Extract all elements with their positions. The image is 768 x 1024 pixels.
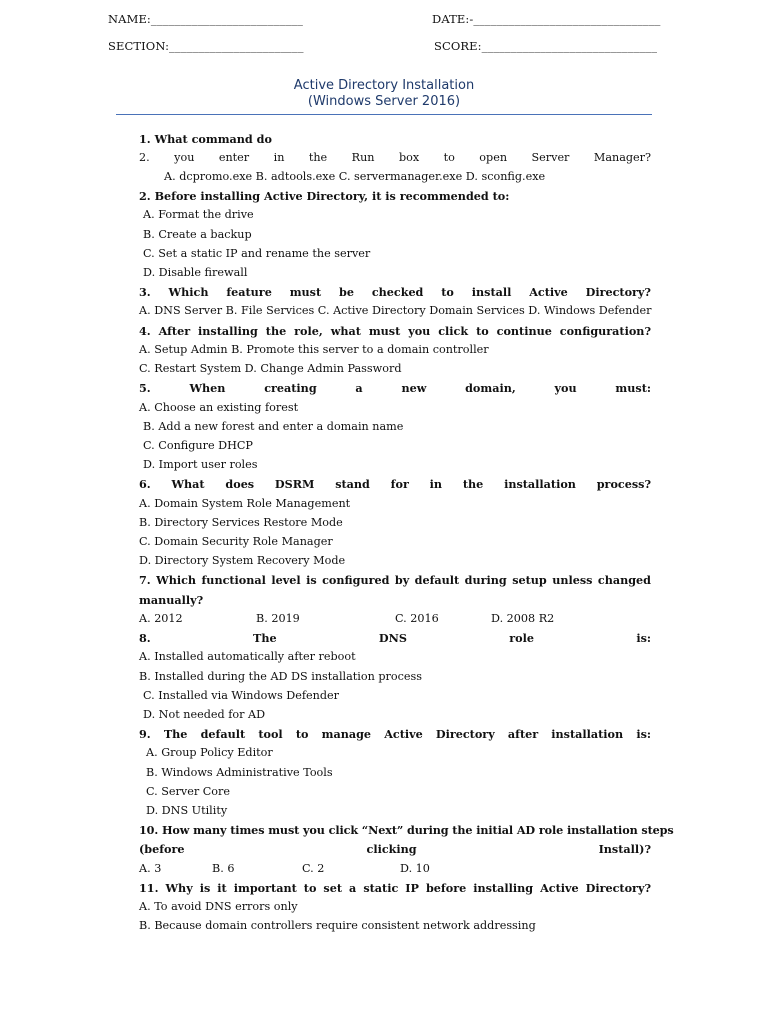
date-field: DATE:-________________________________: [432, 12, 661, 26]
question-9-option-a: A. Group Policy Editor: [146, 746, 273, 759]
question-1-options: A. dcpromo.exe B. adtools.exe C. servermanager.exe D. sconfig.exe: [164, 170, 546, 183]
question-9-option-d: D. DNS Utility: [146, 804, 228, 817]
question-11-text: 11. Why is it important to set a static IP before installing Active Directory?: [139, 881, 651, 895]
question-5-option-d: D. Import user roles: [143, 458, 258, 471]
question-8-option-d: D. Not needed for AD: [143, 708, 266, 721]
question-10-option-b: B. 6: [212, 862, 235, 875]
question-2-option-b: B. Create a backup: [143, 228, 252, 241]
question-7-option-a: A. 2012: [139, 612, 183, 625]
question-5-text: 5. When creating a new domain, you must:: [139, 381, 651, 395]
question-8-option-c: C. Installed via Windows Defender: [143, 689, 339, 702]
question-11-option-b: B. Because domain controllers require consistent network addressing: [139, 919, 536, 932]
question-2: 2. Before installing Active Directory, it is recommended to:: [139, 189, 510, 203]
question-6-option-b: B. Directory Services Restore Mode: [139, 516, 343, 529]
question-4: 4. After installing the role, what must you click to continue configuration?: [139, 324, 651, 338]
question-7-line-2: manually?: [139, 593, 204, 607]
question-6-option-a: A. Domain System Role Management: [139, 497, 351, 510]
question-8: 8. The DNS role is:: [139, 631, 651, 645]
question-7-option-c: C. 2016: [395, 612, 439, 625]
question-8-option-b: B. Installed during the AD DS installation process: [139, 670, 422, 683]
question-7-option-d: D. 2008 R2: [491, 612, 555, 625]
section-field: SECTION:_______________________: [108, 39, 304, 53]
question-4-options-ab: A. Setup Admin B. Promote this server to a domain controller: [139, 343, 489, 356]
title-underline: [116, 114, 652, 115]
question-10-option-a: A. 3: [139, 862, 162, 875]
question-1-line-1: 1. What command do: [139, 132, 272, 146]
title-line-1: Active Directory Installation: [293, 78, 475, 93]
question-3: 3. Which feature must be checked to install Active Directory?: [139, 285, 651, 299]
question-2-option-c: C. Set a static IP and rename the server: [143, 247, 371, 260]
question-5: [139, 381, 651, 396]
question-10-option-c: C. 2: [302, 862, 325, 875]
question-3-options: A. DNS Server B. File Services C. Active Directory Domain Services D. Windows Defender: [139, 304, 652, 317]
question-9-option-c: C. Server Core: [146, 785, 231, 798]
question-7-option-b: B. 2019: [256, 612, 300, 625]
question-10-line-1: 10. How many times must you click “Next” during the initial AD role installation steps: [139, 823, 674, 837]
question-6-option-d: D. Directory System Recovery Mode: [139, 554, 346, 567]
title-line-2: (Windows Server 2016): [307, 94, 461, 109]
question-1-line-2: 2. you enter in the Run box to open Server Manager?: [139, 151, 651, 164]
question-6-option-c: C. Domain Security Role Manager: [139, 535, 333, 548]
name-field: NAME:__________________________: [108, 12, 304, 26]
question-9-option-b: B. Windows Administrative Tools: [146, 766, 333, 779]
score-field: SCORE:______________________________: [434, 39, 658, 53]
question-7-line-1: 7. Which functional level is configured by default during setup unless changed: [139, 573, 651, 587]
question-5-option-b: B. Add a new forest and enter a domain name: [143, 420, 404, 433]
question-5-option-c: C. Configure DHCP: [143, 439, 253, 452]
question-8-option-a: A. Installed automatically after reboot: [139, 650, 356, 663]
question-2-option-a: A. Format the drive: [143, 208, 254, 221]
question-2-option-d: D. Disable firewall: [143, 266, 248, 279]
question-6: 6. What does DSRM stand for in the installation process?: [139, 477, 651, 491]
question-10-option-d: D. 10: [400, 862, 430, 875]
question-9: 9. The default tool to manage Active Directory after installation is:: [139, 727, 651, 741]
question-11-option-a: A. To avoid DNS errors only: [139, 900, 298, 913]
question-11: [139, 881, 651, 896]
question-5-option-a: A. Choose an existing forest: [139, 401, 299, 414]
question-4-options-cd: C. Restart System D. Change Admin Password: [139, 362, 402, 375]
question-10-line-2: (before clicking Install)?: [139, 842, 651, 856]
document-title: [0, 78, 768, 110]
